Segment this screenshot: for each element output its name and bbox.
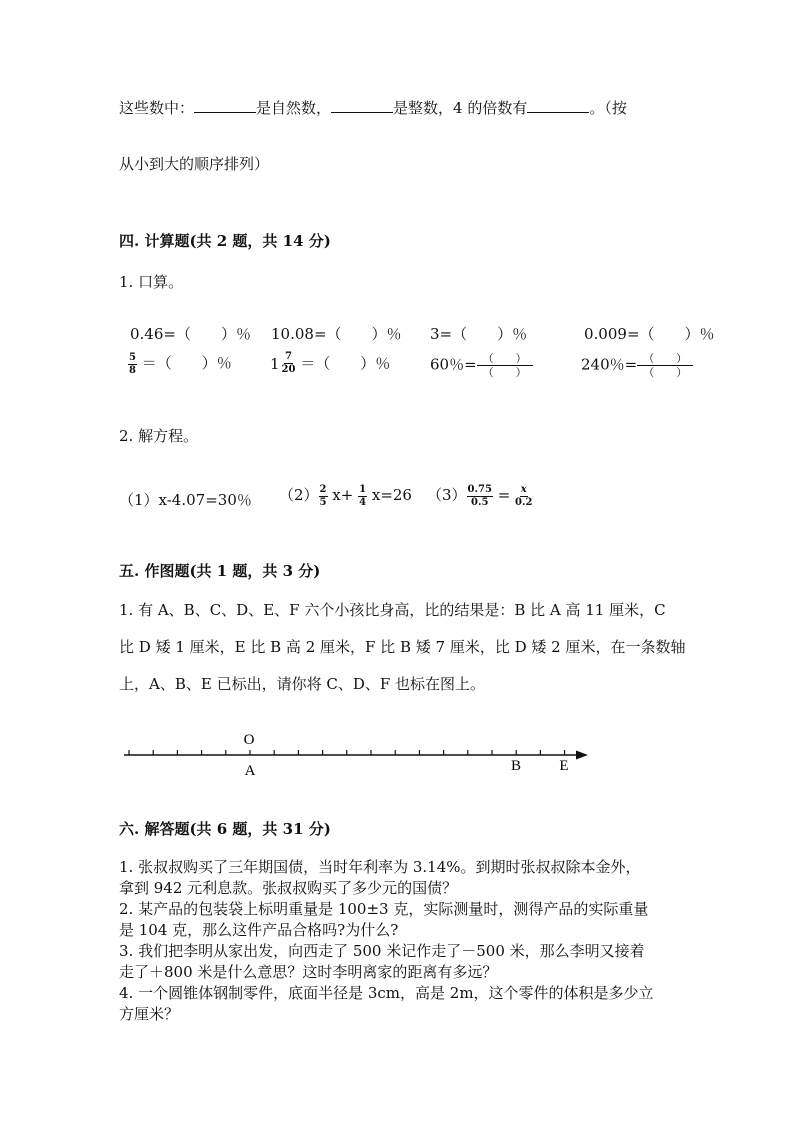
oral-calc-item: 0.46=（ ）％: [130, 325, 251, 343]
problem-line: 拿到 942 元利息款。张叔叔购买了多少元的国债？: [119, 879, 458, 897]
oral-calc-item: 1 $\frac{7}{20}$ ＝（ ）％: [270, 351, 391, 375]
oral-calc-item: $\frac{5}{8}$ ＝（ ）％: [129, 351, 232, 376]
intro-text-a: 这些数中：: [119, 99, 195, 117]
oral-calc-item: 3=（ ）％: [430, 325, 528, 343]
blank-fraction[interactable]: $\frac{( )}{( )}$: [477, 353, 533, 378]
problem-text: 比 D 矮 1 厘米，E 比 B 高 2 厘米，F 比 B 矮 7 厘米，比 D 矮 2 厘米，在一条数轴: [119, 638, 686, 656]
word-problems: [119, 857, 689, 1025]
intro-line-1: [119, 97, 627, 118]
problem-line: 1. 张叔叔购买了三年期国债，当时年利率为 3.14%。到期时张叔叔除本金外，: [119, 858, 641, 876]
q2-label: 2. 解方程。: [119, 427, 199, 445]
problem-line: 方厘米？: [119, 1005, 180, 1023]
equation-2: （2） $\frac{2}{5}$ x+ $\frac{1}{4}$ x=26: [279, 483, 412, 508]
problem-line: 走了＋800 米是什么意思？这时李明离家的距离有多远？: [119, 963, 498, 981]
q1-label: 1. 口算。: [119, 273, 184, 291]
equation-3: （3） $\frac{0.75}{0.5}$ = $\frac{x}{0.2}$: [427, 483, 533, 508]
problem-line: 4. 一个圆锥体钢制零件，底面半径是 3cm，高是 2m，这个零件的体积是多少立: [119, 984, 654, 1002]
oral-calc-item: 240％= $\frac{( )}{( )}$: [581, 353, 693, 378]
section-6-title: 六. 解答题(共 6 题，共 31 分): [119, 820, 331, 838]
section-4-title: 四. 计算题(共 2 题，共 14 分): [119, 232, 331, 250]
problem-line: 3. 我们把李明从家出发，向西走了 500 米记作走了－500 米，那么李明又接着: [119, 942, 645, 960]
oral-calc-item: 60％= $\frac{( )}{( )}$: [430, 353, 533, 378]
origin-label: O: [243, 732, 255, 748]
point-a-label: A: [244, 763, 256, 779]
problem-line: 是 104 克，那么这件产品合格吗?为什么?: [119, 921, 399, 939]
intro-text-b: 是自然数，: [256, 99, 332, 117]
arrow-icon: [576, 751, 588, 760]
oral-calc-item: 10.08=（ ）％: [271, 325, 402, 343]
equation-1: （1）x-4.07=30％: [119, 491, 252, 509]
oral-calc-item: 0.009=（ ）％: [584, 325, 715, 343]
problem-text: 上，A、B、E 已标出，请你将 C、D、F 也标在图上。: [119, 675, 486, 693]
intro-text-c: 是整数，4 的倍数有: [393, 99, 528, 117]
section-5-title: 五. 作图题(共 1 题，共 3 分): [119, 562, 321, 580]
answer-blank[interactable]: [527, 98, 589, 113]
point-b-label: B: [510, 758, 522, 774]
mixed-number: 1 $\frac{7}{20}$: [270, 351, 296, 375]
answer-blank[interactable]: [331, 98, 393, 113]
blank-fraction[interactable]: $\frac{( )}{( )}$: [637, 353, 693, 378]
answer-blank[interactable]: [194, 98, 256, 113]
fraction: $\frac{5}{8}$: [129, 351, 136, 376]
number-line[interactable]: [110, 725, 610, 785]
problem-text: 1. 有 A、B、C、D、E、F 六个小孩比身高，比的结果是：B 比 A 高 11 厘米，C: [119, 601, 666, 619]
intro-text-d: 。（按: [589, 99, 627, 117]
point-e-label: E: [559, 758, 569, 774]
intro-line-2: 从小到大的顺序排列）: [119, 155, 270, 173]
problem-line: 2. 某产品的包装袋上标明重量是 100±3 克，实际测量时，测得产品的实际重量: [119, 900, 649, 918]
